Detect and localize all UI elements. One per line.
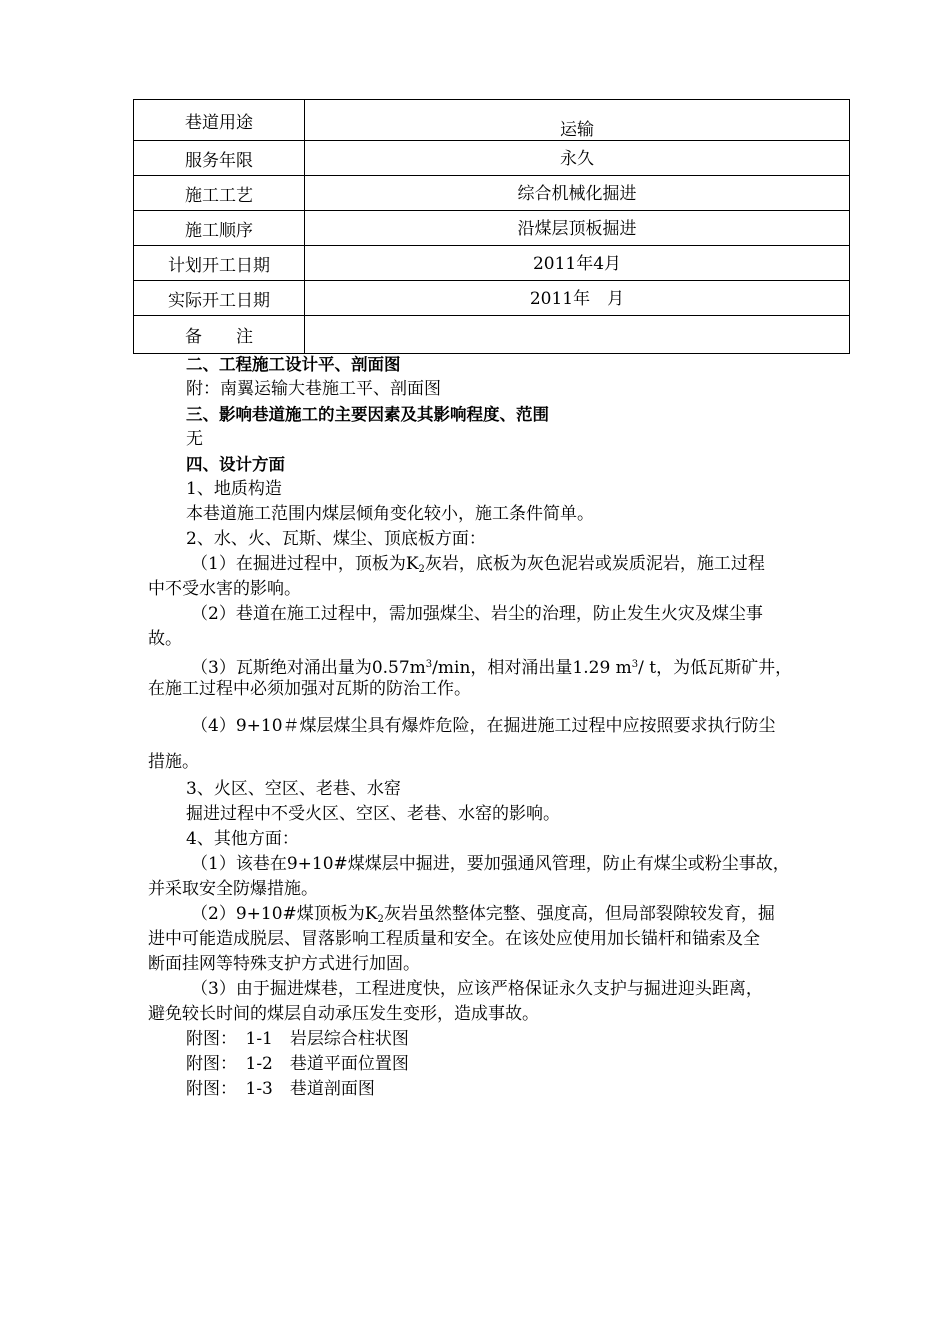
paragraph-line: 断面挂网等特殊支护方式进行加固。 (148, 954, 420, 974)
subsection-title: 2、水、火、瓦斯、煤尘、顶底板方面： (186, 529, 486, 549)
subsection-title: 3、火区、空区、老巷、水窑 (186, 779, 401, 799)
row-value: 2011年 月 (305, 281, 850, 316)
row-label: 施工工艺 (134, 176, 305, 211)
text-run: （3）瓦斯绝对涌出量为0.57m (191, 658, 426, 678)
section-2-note: 附：南翼运输大巷施工平、剖面图 (186, 379, 441, 399)
table-row (134, 246, 850, 281)
subscript: 2 (377, 914, 384, 925)
figure-reference: 附图： 1-1 岩层综合柱状图 (186, 1029, 409, 1049)
subsection-title: 1、地质构造 (186, 479, 282, 499)
row-value: 运输 (305, 100, 850, 141)
paragraph-line: 并采取安全防爆措施。 (148, 879, 318, 899)
row-label: 巷道用途 (134, 100, 305, 141)
row-value: 综合机械化掘进 (305, 176, 850, 211)
table-row (134, 100, 850, 141)
paragraph-line: 本巷道施工范围内煤层倾角变化较小，施工条件简单。 (186, 504, 594, 524)
project-info-table (133, 99, 850, 354)
text-run: （2）9+10#煤顶板为K (191, 904, 378, 924)
table-row (134, 211, 850, 246)
row-label: 实际开工日期 (134, 281, 305, 316)
paragraph-line: 故。 (148, 629, 182, 649)
paragraph-line: 措施。 (148, 752, 199, 772)
paragraph-line: （1）该巷在9+10#煤煤层中掘进，要加强通风管理，防止有煤尘或粉尘事故， (191, 854, 790, 874)
row-value (305, 316, 850, 354)
row-label: 备 注 (134, 316, 305, 354)
row-value: 永久 (305, 141, 850, 176)
table-row (134, 281, 850, 316)
row-label: 计划开工日期 (134, 246, 305, 281)
section-3-note: 无 (186, 429, 203, 449)
table-row (134, 141, 850, 176)
section-heading-3: 三、影响巷道施工的主要因素及其影响程度、范围 (186, 405, 549, 424)
section-heading-2: 二、工程施工设计平、剖面图 (186, 355, 401, 374)
table-row (134, 316, 850, 354)
paragraph-line: （3）由于掘进煤巷，工程进度快，应该严格保证永久支护与掘进迎头距离， (191, 979, 763, 999)
row-label: 服务年限 (134, 141, 305, 176)
paragraph-line: 避免较长时间的煤层自动承压发生变形，造成事故。 (148, 1004, 539, 1024)
superscript: 3 (425, 659, 433, 670)
text-run: （1）在掘进过程中，顶板为K (191, 554, 419, 574)
text-run: 灰岩虽然整体完整、强度高，但局部裂隙较发育，掘 (383, 904, 775, 924)
row-value: 沿煤层顶板掘进 (305, 211, 850, 246)
row-value: 2011年4月 (305, 246, 850, 281)
subsection-title: 4、其他方面： (186, 829, 299, 849)
paragraph-line: （2）巷道在施工过程中，需加强煤尘、岩尘的治理，防止发生火灾及煤尘事 (191, 604, 763, 624)
paragraph-line: 中不受水害的影响。 (148, 579, 301, 599)
paragraph-line: （4）9+10＃煤层煤尘具有爆炸危险，在掘进施工过程中应按照要求执行防尘 (191, 716, 776, 736)
text-run: /min，相对涌出量1.29 m (432, 658, 632, 678)
paragraph-line: 在施工过程中必须加强对瓦斯的防治工作。 (148, 679, 471, 699)
section-heading-4: 四、设计方面 (186, 455, 285, 474)
table-row (134, 176, 850, 211)
superscript: 3 (631, 659, 639, 670)
paragraph-line: 掘进过程中不受火区、空区、老巷、水窑的影响。 (186, 804, 560, 824)
figure-reference: 附图： 1-2 巷道平面位置图 (186, 1054, 409, 1074)
row-label: 施工顺序 (134, 211, 305, 246)
figure-reference: 附图： 1-3 巷道剖面图 (186, 1079, 375, 1099)
text-run: 灰岩，底板为灰色泥岩或炭质泥岩，施工过程 (424, 554, 765, 574)
paragraph-line: 进中可能造成脱层、冒落影响工程质量和安全。在该处应使用加长锚杆和锚索及全 (148, 929, 760, 949)
text-run: / t，为低瓦斯矿井， (638, 658, 793, 678)
subscript: 2 (418, 564, 425, 575)
